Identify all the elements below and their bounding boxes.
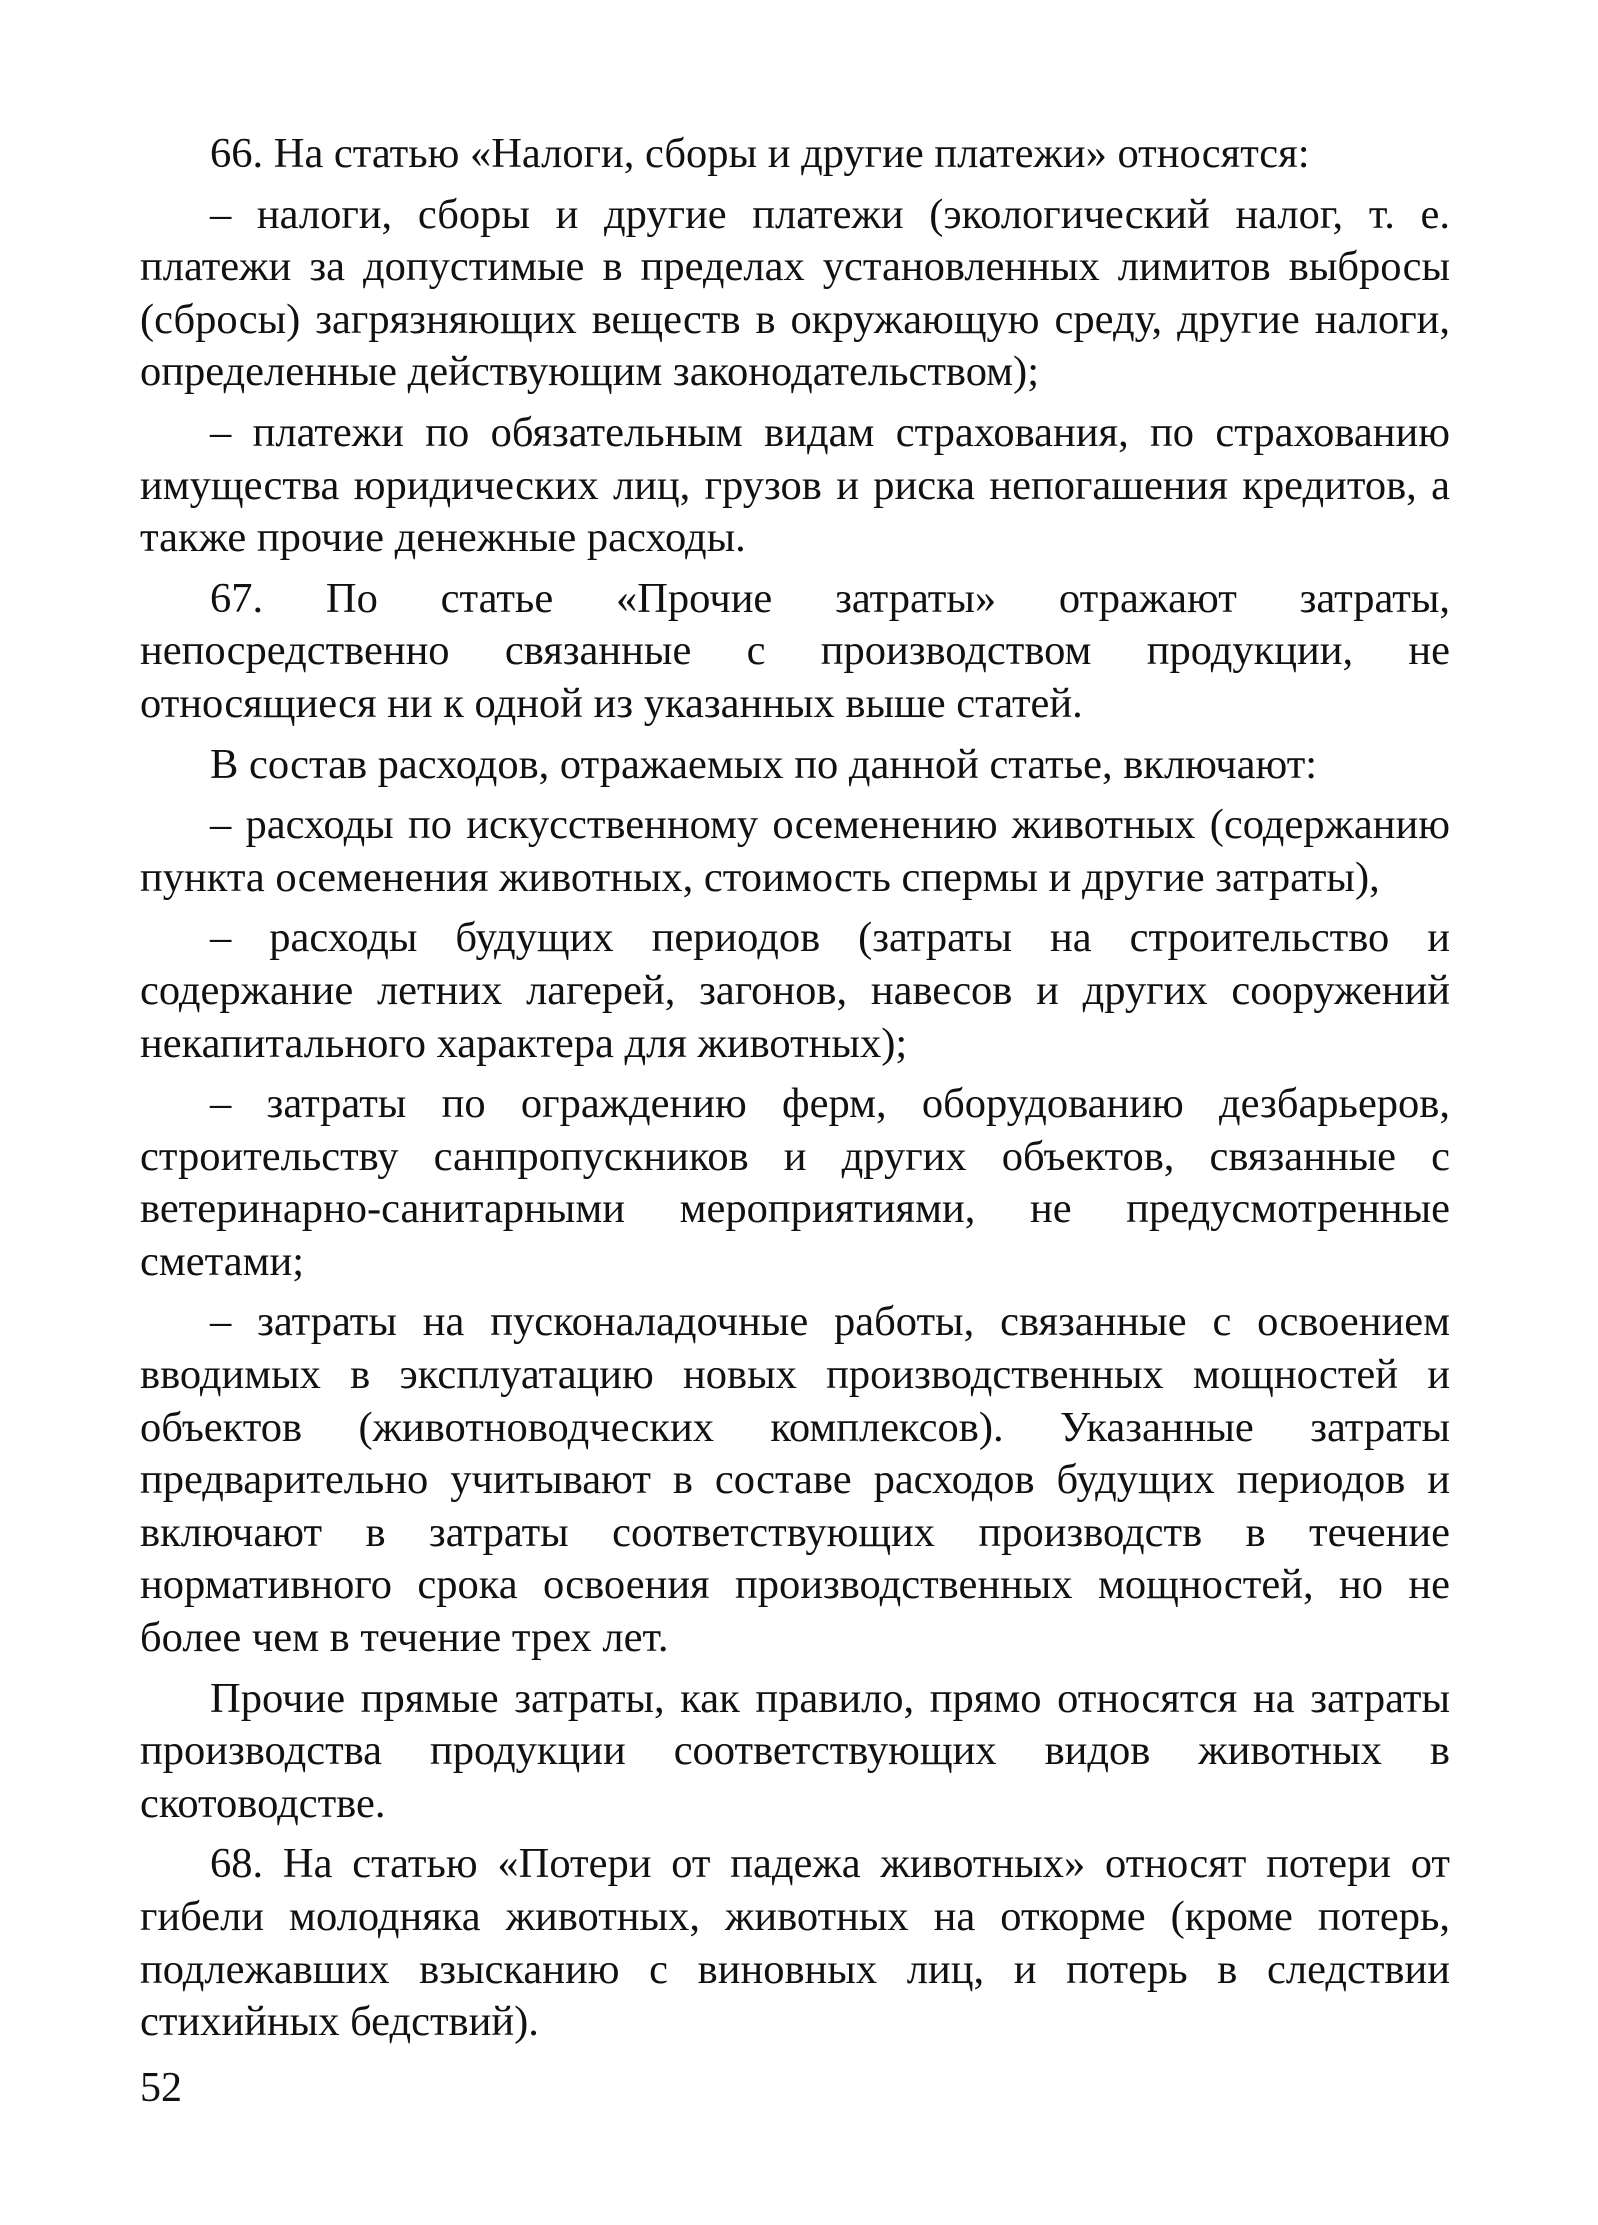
paragraph-insemination-costs-list-item: – расходы по искусственному осеменению животных (содержанию пункта осеменения животных, стоимость спермы и другие затраты), <box>140 801 1450 901</box>
paragraph-66-taxes: 66. На статью «Налоги, сборы и другие платежи» относятся: <box>210 130 1310 177</box>
paragraph-other-direct-costs: Прочие прямые затраты, как правило, прямо относятся на затраты производства продукции соответствующих видов животных в скотоводстве. <box>140 1674 1450 1827</box>
paragraph-67-other-costs: 67. По статье «Прочие затраты» отражают затраты, непосредственно связанные с производством продукции, не относящиеся ни к одной из указанных выше статей. <box>140 574 1450 727</box>
paragraph-costs-composition-intro: В состав расходов, отражаемых по данной статье, включают: <box>210 740 1318 788</box>
page-number: 52 <box>140 2065 182 2111</box>
paragraph-future-period-costs-list-item: – расходы будущих периодов (затраты на строительство и содержание летних лагерей, загонов, навесов и других сооружений некапитального характера для животных); <box>140 914 1450 1067</box>
paragraph-insurance-payments-list-item: – платежи по обязательным видам страхования, по страхованию имущества юридических лиц, грузов и риска непогашения кредитов, а также прочие денежные расходы. <box>140 408 1450 562</box>
paragraph-68-animal-losses: 68. На статью «Потери от падежа животных» относят потери от гибели молодняка животных, животных на откорме (кроме потерь, подлежавших взысканию с виновных лиц, и потерь в следствии стихийных бедствий). <box>140 1840 1450 2046</box>
paragraph-tax-payments-list-item: – налоги, сборы и другие платежи (экологический налог, т. е. платежи за допустимые в пределах установленных лимитов выбросы (сбросы) загрязняющих веществ в окружающую среду, другие налоги, определенные действующим законодательством); <box>140 190 1450 396</box>
paragraph-commissioning-costs-list-item: – затраты на пусконаладочные работы, связанные с освоением вводимых в эксплуатацию новых производственных мощностей и объектов (животноводческих комплексов). Указанные затраты предварительно учитывают в составе расходов будущих периодов и включают в затраты соответствующих производств в течение нормативного срока освоения производственных мощностей, но не более чем в течение трех лет. <box>140 1298 1450 1662</box>
page-body-text <box>140 128 1450 2049</box>
paragraph-fencing-costs-list-item: – затраты по ограждению ферм, оборудованию дезбарьеров, строительству санпропускников и других объектов, связанные с ветеринарно-санитарными мероприятиями, не предусмотренные сметами; <box>140 1080 1450 1285</box>
